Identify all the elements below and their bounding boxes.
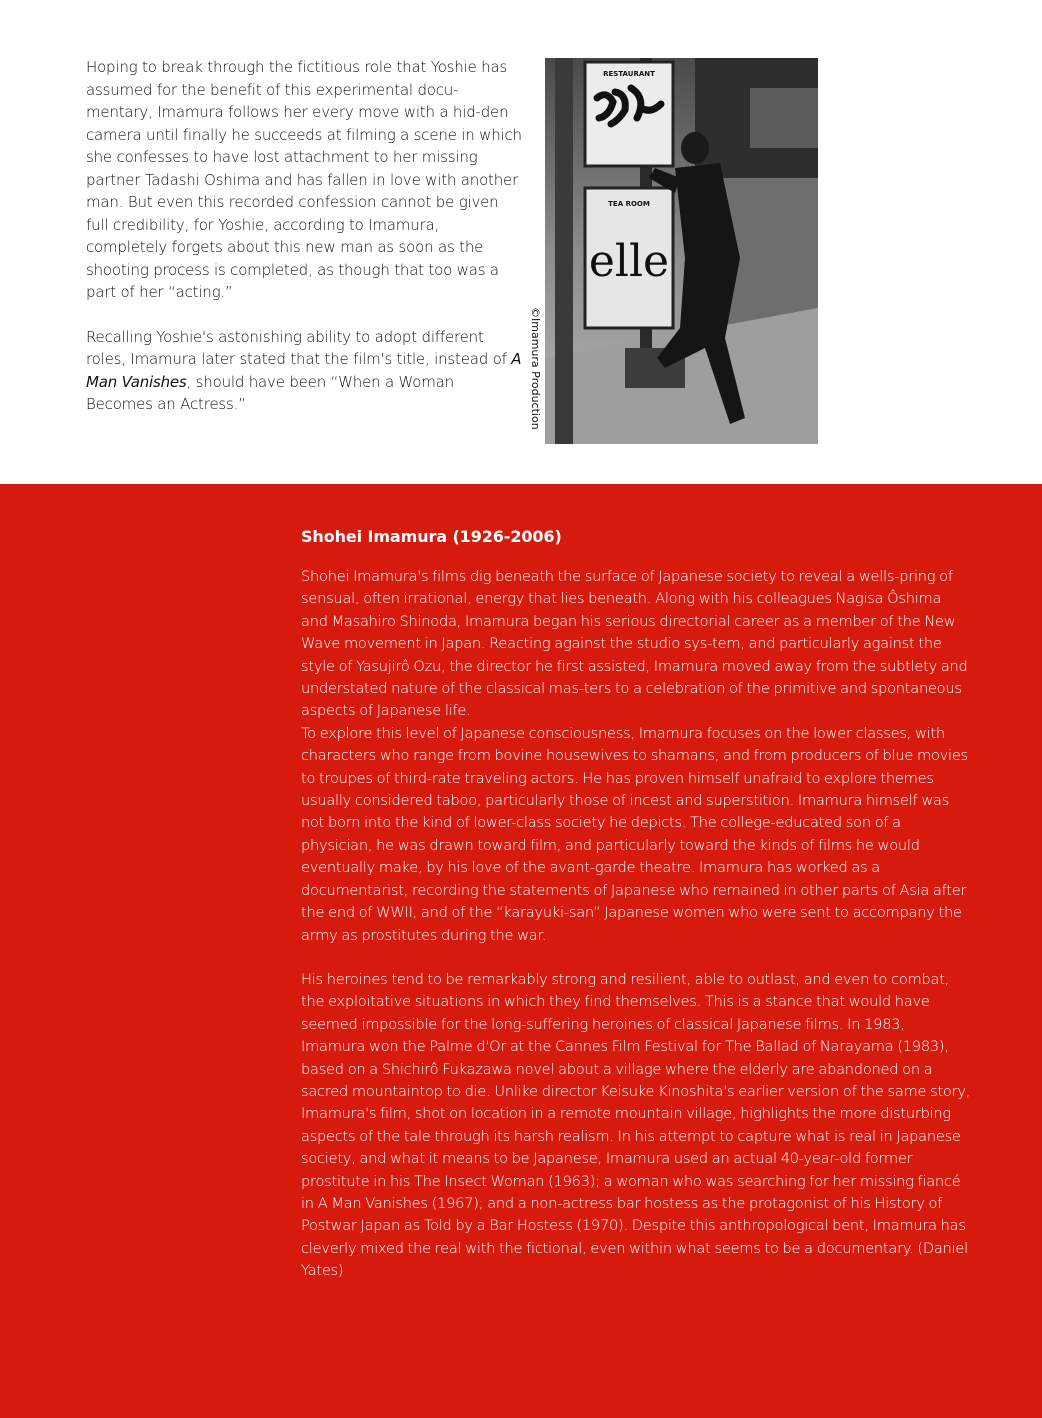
shop-window (750, 88, 818, 148)
left-pole (555, 58, 573, 444)
film-title: A Man Vanishes (86, 350, 522, 391)
biography-paragraph-3: His heroines tend to be remarkably strong and resilient, able to outlast, and even to combat, the exploitative situations in which they find themselves. This is a stance that would have seemed impossible for the long-suffering heroines of classical Japanese films. In 1983, Imamura won the Palme d'Or at the Cannes Film Festival for The Ballad of Narayama (1983), based on a Shichirô Fukazawa novel about a village where the elderly are abandoned on a sacred mountaintop to die. Unlike director Keisuke Kinoshita's earlier version of the same story, Imamura's film, shot on location in a remote mountain village, highlights the more disturbing aspects of the tale through its harsh realism. In his attempt to capture what is real in Japanese society, and what it means to be Japanese, Imamura used an actual 40-year-old former prostitute in his The Insect Woman (1963); a woman who was searching for her missing fiancé in A Man Vanishes (1967); and a non-actress bar hostess as the protagonist of his History of Postwar Japan as Told by a Bar Hostess (1970). Despite this anthropological bent, Imamura has cleverly mixed the real with the fictional, even within what seems to be a documentary. (Daniel Yates) (301, 970, 971, 1280)
biography-paragraph-1: Shohei Imamura's films dig beneath the surface of Japanese society to reveal a wells-pring of sensual, often irrational, energy that lies beneath. Along with his colleagues Nagisa Ôshima and Masahiro Shinoda, Imamura began his serious directorial career as a member of the New Wave movement in Japan. Reacting against the studio sys-tem, and particularly against the style of Yasujirô Ozu, the director he first assisted, Imamura moved away from the subtlety and understated nature of the classical mas-ters to a celebration of the primitive and spontaneous aspects of Japanese life. (301, 568, 968, 720)
intro-p2-after: , should have been “When a Woman Becomes an Actress.” (86, 372, 454, 413)
intro-paragraph-2 (86, 326, 522, 416)
photo-credit: ©Imamura Production (529, 307, 542, 430)
film-still-photo (545, 58, 818, 444)
tearoom-sign-label: TEA ROOM (608, 200, 650, 208)
intro-paragraph-1: Hoping to break through the fictitious role that Yoshie has assumed for the benefit of this experimental docu-mentary, Imamura follows her every move with a hid-den camera until finally he succeeds at filming a scene in which she confesses to have lost attachment to her missing partner Tadashi Oshima and has fallen in love with another man. But even this recorded confession cannot be given full credibility, for Yoshie, according to Imamura, completely forgets about this new man as soon as the shooting process is completed, as though that too was a part of her “acting.” (86, 58, 522, 301)
intro-p2-before: Recalling Yoshie's astonishing ability to adopt different roles, Imamura later stated that the film's title, instead of (86, 327, 512, 368)
biography-heading: Shohei Imamura (1926-2006) (301, 527, 562, 546)
man-head (681, 132, 709, 164)
biography-section (301, 526, 971, 1283)
photo-illustration (545, 58, 818, 444)
restaurant-sign-label: RESTAURANT (603, 70, 655, 78)
intro-text (86, 56, 522, 416)
elle-sign-text: elle (588, 236, 670, 287)
biography-paragraph-2: To explore this level of Japanese consciousness, Imamura focuses on the lower classes, with characters who range from bovine housewives to shamans, and from producers of blue movies to troupes of third-rate traveling actors. He has proven himself unafraid to explore themes usually considered taboo, particularly those of incest and superstition. Imamura himself was not born into the kind of lower-class society he depicts. The college-educated son of a physician, he was drawn toward film, and particularly toward the kinds of films he would eventually make, by his love of the avant-garde theatre. Imamura has worked as a documentarist, recording the statements of Japanese who remained in other parts of Asia after the end of WWII, and of the “karayuki-san” Japanese women who were sent to accompany the army as prostitutes during the war. (301, 724, 968, 944)
